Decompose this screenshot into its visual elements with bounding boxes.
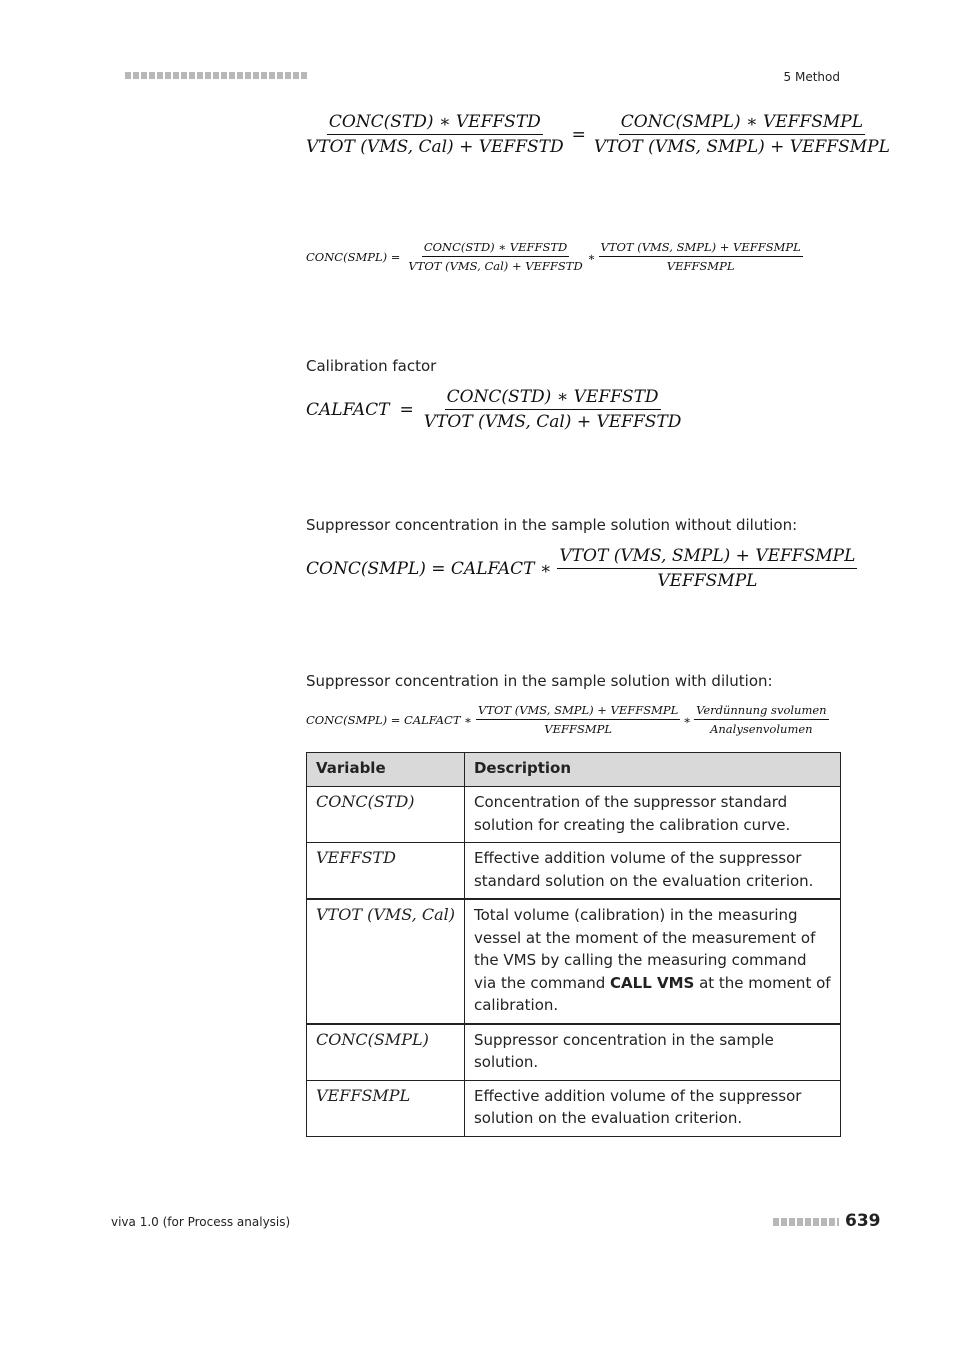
description-text: Effective addition volume of the suppressor solution on the evaluation criterion. <box>473 1086 802 1127</box>
fraction-numerator: VTOT (VMS, SMPL) + VEFFSMPL <box>476 703 680 720</box>
fraction-numerator: VTOT (VMS, SMPL) + VEFFSMPL <box>557 546 857 569</box>
variable-cell: CONC(STD) <box>307 787 465 843</box>
equation-with-dilution <box>306 703 829 736</box>
fraction-numerator: Verdünnung svolumen <box>694 703 829 720</box>
fraction-numerator: CONC(STD) ∗ VEFFSTD <box>422 240 569 257</box>
description-cell <box>464 1024 840 1081</box>
description-cell <box>464 787 840 843</box>
fraction-standard <box>304 112 566 157</box>
equation-lhs: CALFACT <box>306 399 390 420</box>
description-text: Concentration of the suppressor standard solution for creating the calibration curve. <box>473 793 791 834</box>
with-dilution-label: Suppressor concentration in the sample solution with dilution: <box>306 672 773 690</box>
equals-sign: = <box>571 124 586 145</box>
fraction-volume <box>476 703 680 736</box>
fraction-denominator: VEFFSMPL <box>544 722 612 736</box>
table-row <box>307 1080 841 1136</box>
table-row <box>307 1024 841 1081</box>
fraction-standard <box>406 240 584 273</box>
description-text-end: at the moment of calibration. <box>473 973 831 1014</box>
description-text: Effective addition volume of the suppressor standard solution on the evaluation criterion. <box>473 849 814 890</box>
fraction-numerator: CONC(SMPL) ∗ VEFFSMPL <box>619 112 865 135</box>
fraction-denominator: VTOT (VMS, Cal) + VEFFSTD <box>423 412 682 432</box>
variables-table <box>306 752 841 1137</box>
description-cell <box>464 899 840 1024</box>
variable-cell: VEFFSTD <box>307 843 465 900</box>
column-header-description: Description <box>464 753 840 787</box>
equation-lhs: CONC(SMPL) = CALFACT ∗ <box>306 712 473 727</box>
variable-cell: CONC(SMPL) <box>307 1024 465 1081</box>
calibration-label: Calibration factor <box>306 357 437 375</box>
fraction-denominator: VEFFSMPL <box>657 571 758 591</box>
fraction-calibration <box>422 387 684 432</box>
fraction-numerator: CONC(STD) ∗ VEFFSTD <box>445 387 661 410</box>
multiply-sign: ∗ <box>587 249 596 264</box>
fraction-sample <box>592 112 892 157</box>
fraction-denominator: VTOT (VMS, SMPL) + VEFFSMPL <box>593 137 890 157</box>
footer-decoration <box>773 1218 839 1226</box>
equation-balance <box>304 112 892 157</box>
fraction-numerator: VTOT (VMS, SMPL) + VEFFSMPL <box>599 240 803 257</box>
variable-cell: VEFFSMPL <box>307 1080 465 1136</box>
fraction-denominator: Analysenvolumen <box>710 722 813 736</box>
equals-sign: = <box>399 399 414 420</box>
table-row <box>307 843 841 900</box>
equation-sample-concentration <box>306 240 803 273</box>
fraction-numerator: CONC(STD) ∗ VEFFSTD <box>327 112 543 135</box>
equation-lhs: CONC(SMPL) = <box>306 249 401 264</box>
description-text: Suppressor concentration in the sample solution. <box>473 1030 774 1071</box>
table-header-row <box>307 753 841 787</box>
fraction-denominator: VEFFSMPL <box>666 259 735 273</box>
command-name: CALL VMS <box>610 973 695 992</box>
description-cell <box>464 843 840 900</box>
header-decoration <box>125 72 307 79</box>
equation-calibration-factor <box>306 387 683 432</box>
fraction-volume <box>557 546 857 591</box>
multiply-sign: ∗ <box>683 712 692 727</box>
page-number: 639 <box>845 1211 881 1231</box>
fraction-sample <box>599 240 803 273</box>
equation-lhs: CONC(SMPL) = CALFACT ∗ <box>306 558 552 579</box>
footer-product: viva 1.0 (for Process analysis) <box>111 1215 291 1229</box>
column-header-variable: Variable <box>307 753 465 787</box>
equation-without-dilution <box>306 546 857 591</box>
variable-cell: VTOT (VMS, Cal) <box>307 899 465 1024</box>
description-cell <box>464 1080 840 1136</box>
fraction-denominator: VTOT (VMS, Cal) + VEFFSTD <box>306 137 564 157</box>
without-dilution-label: Suppressor concentration in the sample solution without dilution: <box>306 516 798 534</box>
fraction-denominator: VTOT (VMS, Cal) + VEFFSTD <box>408 259 583 273</box>
chapter-title: 5 Method <box>783 70 840 84</box>
fraction-dilution <box>694 703 829 736</box>
description-text: Total volume (calibration) in the measuring vessel at the moment of the measurement of the VMS by calling the measuring command via the command <box>473 906 816 992</box>
table-row <box>307 899 841 1024</box>
table-row <box>307 787 841 843</box>
